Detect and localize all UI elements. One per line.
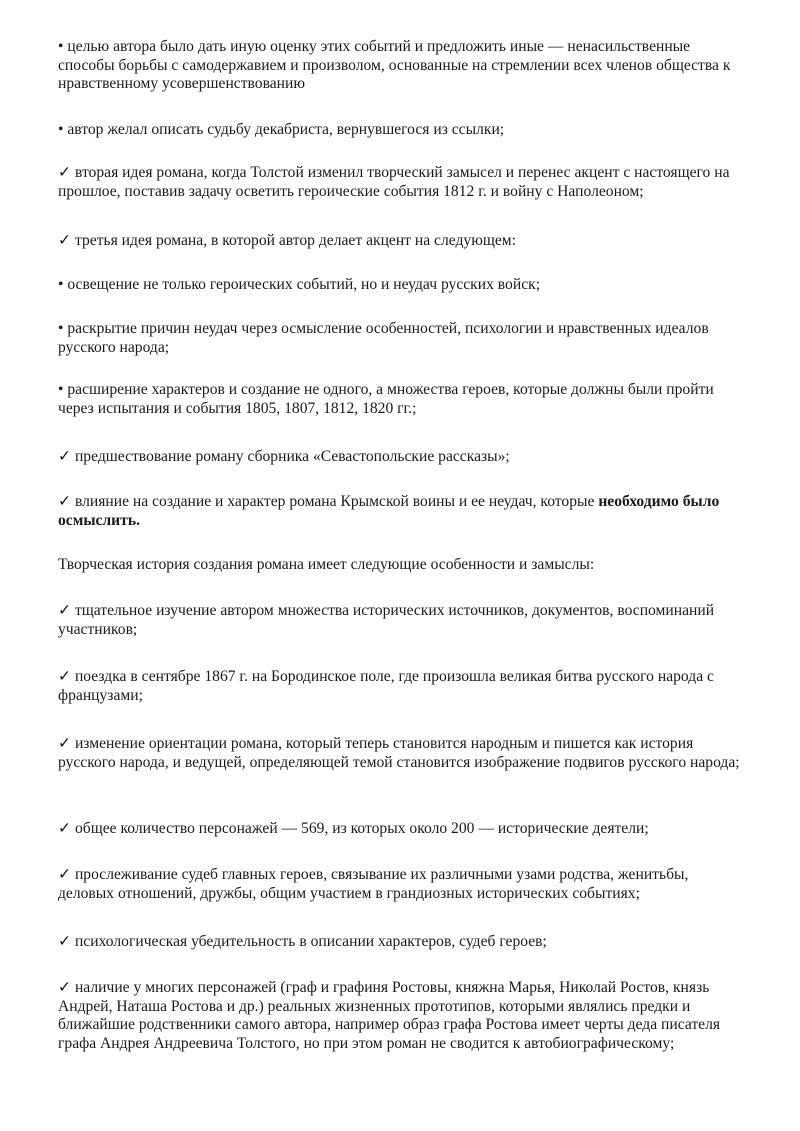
paragraph: • расширение характеров и создание не одного, а множества героев, которые должны были пройти через испытания и события 1805, 1807, 1812, 1820 гг.; (58, 381, 714, 417)
paragraph: ✓ влияние на создание и характер романа Крымской воины и ее неудач, которые необходимо было осмыслить. (58, 493, 720, 529)
paragraph: • целью автора было дать иную оценку этих событий и предложить иные — ненасильственные способы борьбы с самодержавием и произволом, основанные на стремлении всех членов общества к нравственному усовершенствованию (58, 38, 731, 92)
paragraph: • автор желал описать судьбу декабриста, вернувшегося из ссылки; (58, 121, 505, 138)
paragraph: Творческая история создания романа имеет следующие особенности и замыслы: (58, 556, 595, 573)
paragraph: ✓ вторая идея романа, когда Толстой изменил творческий замысел и перенес акцент с настоящего на прошлое, поставив задачу осветить героические события 1812 г. и войну с Наполеоном; (58, 164, 730, 200)
paragraph: • раскрытие причин неудач через осмысление особенностей, психологии и нравственных идеалов русского народа; (58, 320, 709, 356)
paragraph: ✓ психологическая убедительность в описании характеров, судеб героев; (58, 933, 547, 950)
paragraph: ✓ тщательное изучение автором множества исторических источников, документов, воспоминаний участников; (58, 602, 715, 638)
paragraph: ✓ изменение ориентации романа, который теперь становится народным и пишется как история русского народа, и ведущей, определяющей темой становится изображение подвигов русского народа; (58, 735, 740, 771)
paragraph: ✓ поездка в сентябре 1867 г. на Бородинское поле, где произошла великая битва русского народа с французами; (58, 668, 714, 704)
paragraph: ✓ наличие у многих персонажей (граф и графиня Ростовы, княжна Марья, Николай Ростов, князь Андрей, Наташа Ростова и др.) реальных жизненных прототипов, которыми являлись предки и ближайшие родственники самого автора, например образ графа Ростова имеет черты деда писателя графа Андрея Андреевича Толстого, но при этом роман не сводится к автобиографическому; (58, 979, 721, 1052)
paragraph: ✓ предшествование роману сборника «Севастопольские рассказы»; (58, 448, 510, 465)
bold-emphasis: необходимо было осмыслить. (58, 493, 720, 529)
paragraph: ✓ общее количество персонажей — 569, из которых около 200 — исторические деятели; (58, 820, 649, 837)
paragraph: ✓ прослеживание судеб главных героев, связывание их различными узами родства, женитьбы, деловых отношений, дружбы, общим участием в грандиозных исторических событиях; (58, 866, 689, 902)
paragraph: ✓ третья идея романа, в которой автор делает акцент на следующем: (58, 232, 516, 249)
paragraph: • освещение не только героических событий, но и неудач русских войск; (58, 276, 541, 293)
